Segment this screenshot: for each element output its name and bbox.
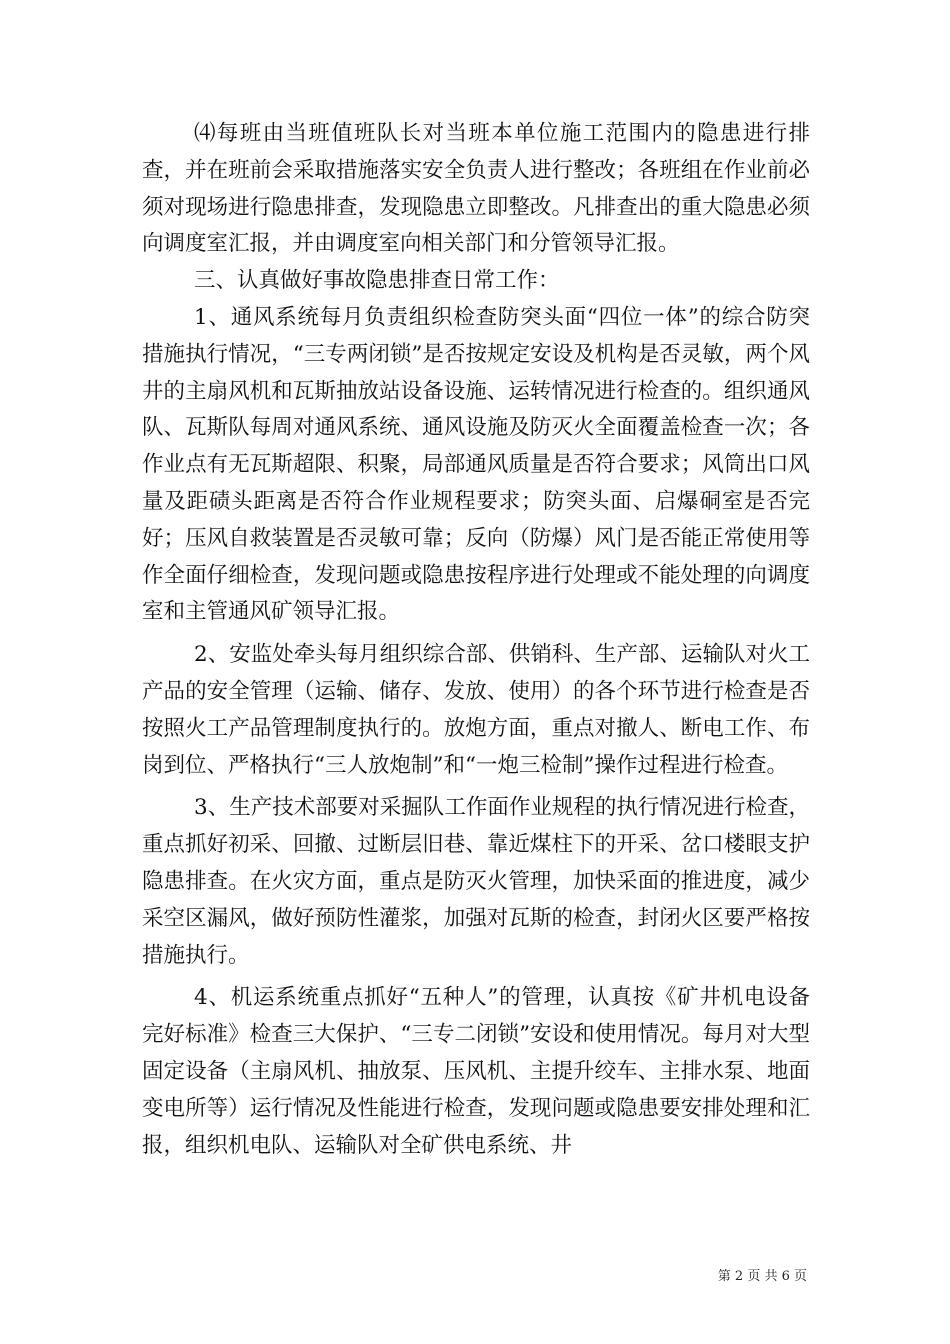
paragraph-item-4: ⑷每班由当班值班队长对当班本单位施工范围内的隐患进行排查，并在班前会采取措施落实安全负责人进行整改；各班组在作业前必须对现场进行隐患排查，发现隐患立即整改。凡排查出的重大隐患必须向调度室汇报，并由调度室向相关部门和分管领导汇报。	[142, 121, 810, 257]
paragraph-ventilation: 1、通风系统每月负责组织检查防突头面“四位一体”的综合防突措施执行情况，“三专两闭锁”是否按规定安设及机构是否灵敏，两个风井的主扇风机和瓦斯抽放站设备设施、运转情况进行检查的。组织通风队、瓦斯队每周对通风系统、通风设施及防灭火全面覆盖检查一次；各作业点有无瓦斯超限、积聚，局部通风质量是否符合要求；风筒出口风量及距碛头距离是否符合作业规程要求；防突头面、启爆硐室是否完好；压风自救装置是否灵敏可靠；反向（防爆）风门是否能正常使用等作全面仔细检查，发现问题或隐患按程序进行处理或不能处理的向调度室和主管通风矿领导汇报。	[142, 304, 810, 625]
paragraph-mechanical-transport: 4、机运系统重点抓好“五种人”的管理，认真按《矿井机电设备完好标准》检查三大保护、“三专二闭锁”安设和使用情况。每月对大型固定设备（主扇风机、抽放泵、压风机、主提升绞车、主排水泵、地面变电所等）运行情况及性能进行检查，发现问题或隐患要安排处理和汇报，组织机电队、运输队对全矿供电系统、井	[142, 985, 810, 1158]
page-number-footer: 第 2 页 共 6 页	[717, 1269, 807, 1284]
section-heading-3: 三、认真做好事故隐患排查日常工作：	[194, 268, 560, 294]
paragraph-safety-supervision: 2、安监处牵头每月组织综合部、供销科、生产部、运输队对火工产品的安全管理（运输、储存、发放、使用）的各个环节进行检查是否按照火工产品管理制度执行的。放炮方面，重点对撤人、断电工作、布岗到位、严格执行“三人放炮制”和“一炮三检制”操作过程进行检查。	[142, 642, 810, 778]
document-body	[142, 116, 810, 1164]
paragraph-production-tech: 3、生产技术部要对采掘队工作面作业规程的执行情况进行检查，重点抓好初采、回撤、过断层旧巷、靠近煤柱下的开采、岔口楼眼支护隐患排查。在火灾方面，重点是防灭火管理，加快采面的推进度，减少采空区漏风，做好预防性灌浆，加强对瓦斯的检查，封闭火区要严格按措施执行。	[142, 795, 810, 968]
